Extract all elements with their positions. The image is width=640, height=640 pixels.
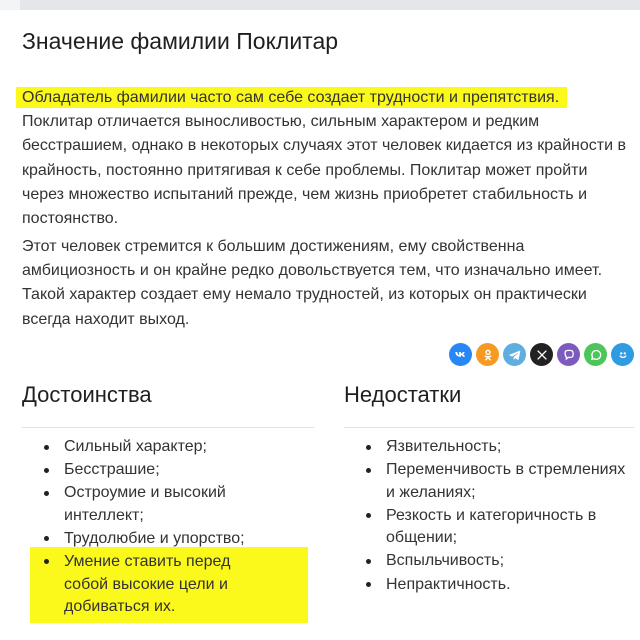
paragraph-1-text: Поклитар отличается выносливостью, сильным характером и редким бесстрашием, однако в некоторых случаях этот человек кидается из крайности в крайность, постоянно притягивая к себе проблемы. Поклитар может пройти через множество испытаний прежде, чем жизнь приобретет стабильность и постоянство. (22, 113, 626, 228)
cons-title: Недостатки (344, 382, 462, 407)
odnoklassniki-share-icon[interactable] (476, 343, 499, 366)
pros-item: Остроумие и высокий интеллект; (22, 482, 272, 527)
pros-item: Сильный характер; (22, 436, 272, 459)
vk-share-icon[interactable] (449, 343, 472, 366)
highlighted-sentence: Обладатель фамилии часто сам себе создает трудности и препятствия. (16, 87, 567, 108)
cons-item: Непрактичность. (344, 574, 634, 597)
viber-share-icon[interactable] (557, 343, 580, 366)
cons-item: Вспыльчивость; (344, 550, 634, 573)
pros-divider (22, 427, 314, 428)
paragraph-2: Этот человек стремится к большим достижениям, ему свойственна амбициозность и он крайне редко довольствуется тем, что изначально имеет. Такой характер создает ему немало трудностей, из которых он практически всегда находит выход. (22, 238, 603, 328)
cons-item: Переменчивость в стремлениях и желаниях; (344, 459, 634, 504)
pros-item: Бесстрашие; (22, 459, 272, 482)
moimir-share-icon[interactable] (611, 343, 634, 366)
whatsapp-share-icon[interactable] (584, 343, 607, 366)
page-title: Значение фамилии Поклитар (22, 28, 339, 54)
cons-list (344, 436, 634, 597)
cons-item: Резкость и категоричность в общении; (344, 505, 634, 550)
cons-item: Язвительность; (344, 436, 634, 459)
cons-divider (344, 427, 634, 428)
paragraph-1 (22, 86, 632, 231)
pros-list (22, 436, 272, 619)
pros-item: Трудолюбие и упорство; (22, 528, 272, 551)
pros-title: Достоинства (22, 382, 152, 407)
telegram-share-icon[interactable] (503, 343, 526, 366)
pros-item-highlighted: Умение ставить перед собой высокие цели и добиваться их. (22, 551, 272, 619)
share-buttons (449, 343, 634, 366)
article-card (0, 10, 640, 640)
x-share-icon[interactable] (530, 343, 553, 366)
